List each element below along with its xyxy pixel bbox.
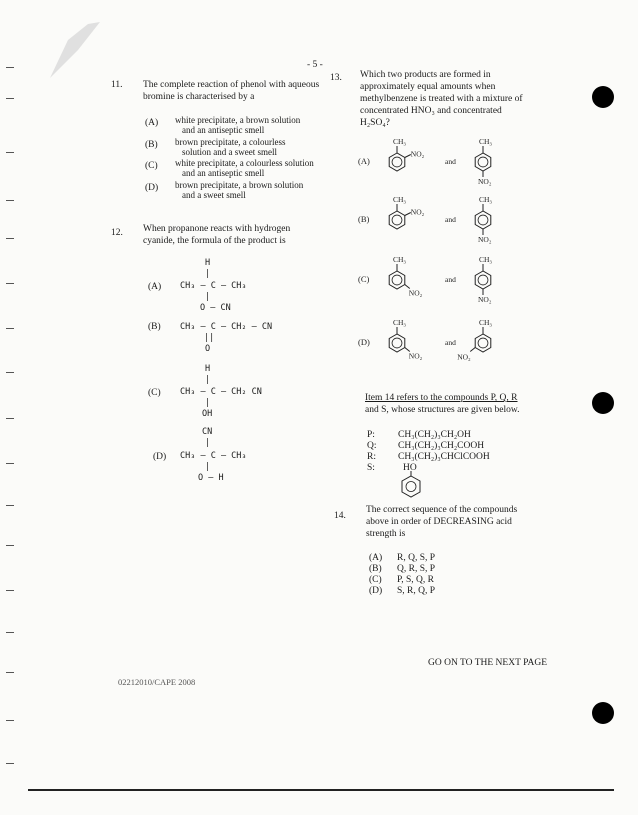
structure-main: CH₃ – C – CH₃ — [180, 451, 247, 461]
q13-structures — [355, 130, 555, 385]
option-letter: (A) — [148, 282, 162, 292]
option-letter: (C) — [145, 161, 158, 171]
paper-code: 02212010/CAPE 2008 — [118, 677, 196, 687]
benzene-ring — [475, 334, 491, 352]
binder-hole-bottom — [592, 702, 614, 724]
q13-stem-line2: approximately equal amounts when — [360, 82, 496, 92]
page-number: - 5 - — [307, 60, 323, 70]
methyl-label: CH₃ — [479, 318, 493, 327]
option-text-line1: brown precipitate, a brown solution — [175, 180, 304, 190]
option-letter: (D) — [358, 337, 370, 347]
benzene-ring-inner — [392, 275, 402, 285]
option-letter: (C) — [358, 274, 370, 284]
option-letter: (B) — [358, 214, 370, 224]
structure-bond: | — [205, 375, 211, 385]
option-text-line1: brown precipitate, a colourless — [175, 137, 286, 147]
benzene-ring-inner — [478, 157, 488, 167]
scan-smudge — [48, 20, 108, 80]
benzene-ring-inner — [478, 275, 488, 285]
and-label: and — [445, 157, 456, 166]
methyl-label: CH₃ — [479, 137, 493, 146]
option-text-line1: white precipitate, a colourless solution — [175, 158, 314, 168]
option-text: R, Q, S, P — [397, 553, 436, 563]
option-text-line2: and an antiseptic smell — [182, 168, 265, 178]
q14-stem-line3: strength is — [366, 529, 406, 539]
structure-top: H — [205, 364, 211, 374]
structure-bond: | — [205, 438, 211, 448]
benzene-ring-inner — [478, 338, 488, 348]
nitro-label: NO₂ — [457, 352, 471, 362]
option-text: P, S, Q, R — [397, 575, 434, 585]
and-label: and — [445, 275, 456, 284]
compound-formula: CH₃(CH₂)₃CH₂OH — [398, 430, 471, 440]
compound-label: R: — [367, 452, 376, 462]
option-text: Q, R, S, P — [397, 564, 436, 574]
go-on-notice: GO ON TO THE NEXT PAGE — [428, 658, 548, 668]
structure-main: CH₃ – C – CH₃ — [180, 281, 247, 291]
methyl-label: CH₃ — [393, 137, 407, 146]
option-letter: (D) — [369, 586, 383, 596]
benzene-ring-inner — [392, 338, 402, 348]
structure-bond: | — [205, 462, 211, 472]
methyl-label: CH₃ — [393, 255, 407, 264]
compound-label: Q: — [367, 441, 377, 451]
compound-formula: CH₃(CH₂)₃CHClCOOH — [398, 452, 490, 462]
and-label: and — [445, 215, 456, 224]
nitro-label: NO₂ — [408, 351, 423, 361]
option-letter: (D) — [145, 183, 159, 193]
structure-top: CN — [202, 427, 213, 437]
structure-main: CH₃ – C – CH₂ – CN — [180, 322, 273, 332]
benzene-ring — [475, 211, 491, 229]
benzene-ring-inner — [392, 157, 402, 167]
binder-hole-middle — [592, 392, 614, 414]
option-letter: (C) — [369, 575, 382, 585]
bond — [470, 348, 475, 352]
option-text-line2: and an antiseptic smell — [182, 125, 265, 135]
nitro-label: NO₂ — [410, 207, 425, 217]
and-label: and — [445, 338, 456, 347]
compound-formula: CH₃(CH₂)₃CH₂COOH — [398, 441, 485, 451]
compound-formula: HO — [403, 463, 417, 473]
item14-intro-line1: Item 14 refers to the compounds P, Q, R — [365, 393, 518, 403]
benzene-ring-inner — [478, 215, 488, 225]
q13-number: 13. — [330, 73, 342, 83]
q12-number: 12. — [111, 228, 123, 238]
benzene-ring-inner — [392, 215, 402, 225]
structure-bottom: O – CN — [200, 303, 231, 313]
option-letter: (A) — [369, 553, 383, 563]
structure-bottom: O — [205, 344, 211, 354]
structure-main: CH₃ – C – CH₂ CN — [180, 387, 262, 397]
option-letter: (B) — [148, 322, 161, 332]
q11-stem-line2: bromine is characterised by a — [143, 92, 255, 102]
structure-bottom: O – H — [198, 473, 224, 483]
nitro-label: NO₂ — [478, 235, 492, 244]
compound-label: S: — [367, 463, 375, 473]
option-letter: (D) — [153, 452, 167, 462]
option-letter: (A) — [145, 118, 159, 128]
nitro-label: NO₂ — [408, 288, 423, 298]
q14-number: 14. — [334, 511, 346, 521]
q13-stem-line5: H₂SO₄? — [360, 118, 390, 128]
structure-top: H — [205, 258, 211, 268]
option-text-line2: and a sweet smell — [182, 190, 246, 200]
nitro-label: NO₂ — [478, 295, 492, 304]
benzene-ring — [389, 271, 405, 289]
q14-stem-line2: above in order of DECREASING acid — [366, 517, 512, 527]
structure-bond: || — [204, 333, 215, 343]
benzene-ring — [389, 334, 405, 352]
methyl-label: CH₃ — [393, 318, 407, 327]
phenol-ring — [400, 471, 424, 501]
binder-hole-top — [592, 86, 614, 108]
methyl-label: CH₃ — [393, 195, 407, 204]
structure-bond: | — [205, 269, 211, 279]
benzene-ring — [389, 211, 405, 229]
q11-stem-line1: The complete reaction of phenol with aqueous — [143, 80, 320, 90]
methyl-label: CH₃ — [479, 255, 493, 264]
compound-label: P: — [367, 430, 375, 440]
option-text-line2: solution and a sweet smell — [182, 147, 277, 157]
benzene-ring — [475, 271, 491, 289]
methyl-label: CH₃ — [479, 195, 493, 204]
q11-number: 11. — [111, 80, 123, 90]
q14-stem-line1: The correct sequence of the compounds — [366, 505, 518, 515]
q13-stem-line1: Which two products are formed in — [360, 70, 491, 80]
option-letter: (B) — [145, 140, 158, 150]
option-letter: (A) — [358, 156, 370, 166]
nitro-label: NO₂ — [478, 177, 492, 186]
q13-stem-line3: methylbenzene is treated with a mixture of — [360, 94, 523, 104]
option-text-line1: white precipitate, a brown solution — [175, 115, 301, 125]
option-text: S, R, Q, P — [397, 586, 436, 596]
option-letter: (C) — [148, 388, 161, 398]
benzene-ring — [389, 153, 405, 171]
structure-bottom: OH — [202, 409, 213, 419]
q12-stem-line1: When propanone reacts with hydrogen — [143, 224, 291, 234]
structure-bond: | — [205, 292, 211, 302]
item14-intro-line2: and S, whose structures are given below. — [365, 405, 520, 415]
bottom-rule — [28, 789, 614, 791]
q12-stem-line2: cyanide, the formula of the product is — [143, 236, 286, 246]
benzene-ring — [475, 153, 491, 171]
nitro-label: NO₂ — [410, 149, 425, 159]
structure-bond: | — [205, 398, 211, 408]
option-letter: (B) — [369, 564, 382, 574]
q13-stem-line4: concentrated HNO₃ and concentrated — [360, 106, 502, 116]
